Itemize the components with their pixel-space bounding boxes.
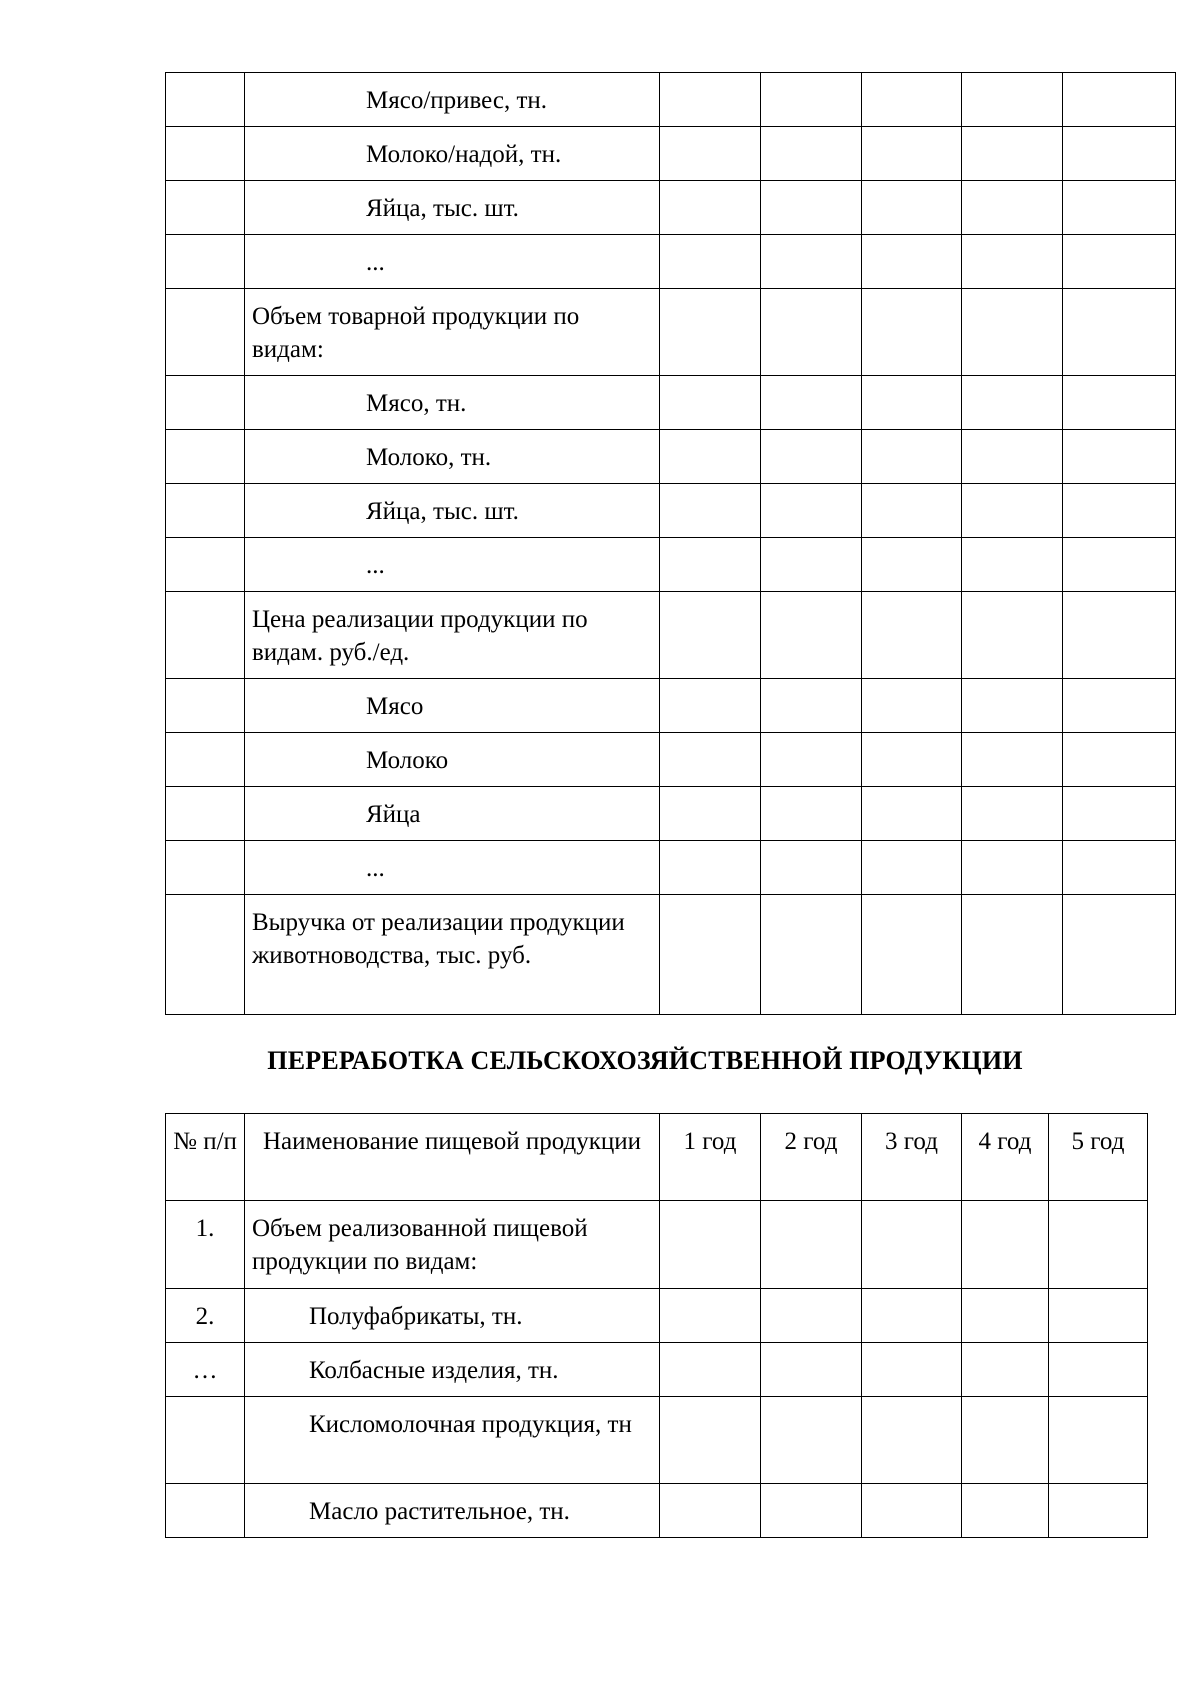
year-3-cell xyxy=(862,538,962,592)
table-row xyxy=(166,73,1176,127)
table-row xyxy=(166,1201,1148,1289)
year-1-cell xyxy=(660,73,761,127)
table-row xyxy=(166,1289,1148,1343)
row-label: Яйца xyxy=(245,787,660,841)
table-row xyxy=(166,1484,1148,1538)
section-title: ПЕРЕРАБОТКА СЕЛЬСКОХОЗЯЙСТВЕННОЙ ПРОДУКЦИИ xyxy=(267,1046,1023,1075)
year-3-cell xyxy=(862,73,962,127)
year-5-cell xyxy=(1063,538,1176,592)
year-4-cell xyxy=(962,73,1063,127)
year-4-cell xyxy=(962,538,1063,592)
year-1-cell xyxy=(660,679,761,733)
row-label: Мясо, тн. xyxy=(245,376,660,430)
row-number-cell xyxy=(166,484,245,538)
year-5-cell xyxy=(1063,430,1176,484)
table-row xyxy=(166,376,1176,430)
row-number-cell xyxy=(166,733,245,787)
table-row xyxy=(166,895,1176,1015)
year-5-cell xyxy=(1063,289,1176,376)
row-number-cell xyxy=(166,376,245,430)
year-2-cell xyxy=(761,1343,862,1397)
year-2-cell xyxy=(761,1201,862,1289)
year-2-cell xyxy=(761,1397,862,1484)
year-5-cell xyxy=(1063,484,1176,538)
year-2-cell xyxy=(761,841,862,895)
year-4-cell xyxy=(962,733,1063,787)
year-3-cell xyxy=(862,733,962,787)
year-3-cell xyxy=(862,235,962,289)
year-3-cell xyxy=(862,376,962,430)
table-row xyxy=(166,787,1176,841)
row-label: Выручка от реализации продукции животноводства, тыс. руб. xyxy=(245,895,660,1015)
year-5-cell xyxy=(1049,1289,1148,1343)
year-4-cell xyxy=(962,592,1063,679)
year-1-cell xyxy=(660,787,761,841)
row-label: Молоко/надой, тн. xyxy=(245,127,660,181)
year-4-cell xyxy=(962,484,1063,538)
row-label: Мясо/привес, тн. xyxy=(245,73,660,127)
year-2-cell xyxy=(761,127,862,181)
year-3-cell xyxy=(862,484,962,538)
year-2-cell xyxy=(761,289,862,376)
row-label: Масло растительное, тн. xyxy=(245,1484,660,1538)
header-number: № п/п xyxy=(166,1114,245,1201)
row-number-cell xyxy=(166,679,245,733)
year-2-cell xyxy=(761,538,862,592)
year-1-cell xyxy=(660,235,761,289)
year-5-cell xyxy=(1049,1201,1148,1289)
table-row xyxy=(166,484,1176,538)
year-3-cell xyxy=(862,1201,962,1289)
year-3-cell xyxy=(862,1289,962,1343)
table-row xyxy=(166,733,1176,787)
year-2-cell xyxy=(761,733,862,787)
table-row xyxy=(166,1343,1148,1397)
year-2-cell xyxy=(761,895,862,1015)
year-2-cell xyxy=(761,592,862,679)
year-5-cell xyxy=(1063,376,1176,430)
table-row xyxy=(166,289,1176,376)
year-4-cell xyxy=(962,895,1063,1015)
year-4-cell xyxy=(962,430,1063,484)
year-1-cell xyxy=(660,1397,761,1484)
table-row xyxy=(166,679,1176,733)
row-number-cell xyxy=(166,592,245,679)
row-label: Объем реализованной пищевой продукции по видам: xyxy=(245,1201,660,1289)
row-number-cell xyxy=(166,235,245,289)
year-2-cell xyxy=(761,73,862,127)
year-3-cell xyxy=(862,841,962,895)
year-4-cell xyxy=(962,841,1063,895)
row-number-cell xyxy=(166,127,245,181)
year-4-cell xyxy=(962,1397,1049,1484)
year-3-cell xyxy=(862,1343,962,1397)
row-label: Колбасные изделия, тн. xyxy=(245,1343,660,1397)
year-4-cell xyxy=(962,679,1063,733)
year-5-cell xyxy=(1063,841,1176,895)
year-4-cell xyxy=(962,787,1063,841)
year-1-cell xyxy=(660,841,761,895)
row-number xyxy=(166,1484,245,1538)
year-3-cell xyxy=(862,181,962,235)
year-1-cell xyxy=(660,538,761,592)
year-3-cell xyxy=(862,1397,962,1484)
year-3-cell xyxy=(862,1484,962,1538)
row-label: Молоко xyxy=(245,733,660,787)
year-4-cell xyxy=(962,127,1063,181)
row-label: ... xyxy=(245,235,660,289)
header-year-1: 1 год xyxy=(660,1114,761,1201)
row-label: Яйца, тыс. шт. xyxy=(245,181,660,235)
year-1-cell xyxy=(660,484,761,538)
row-number-cell xyxy=(166,538,245,592)
year-5-cell xyxy=(1063,679,1176,733)
row-label: Молоко, тн. xyxy=(245,430,660,484)
header-year-2: 2 год xyxy=(761,1114,862,1201)
row-label: ... xyxy=(245,538,660,592)
year-1-cell xyxy=(660,895,761,1015)
year-3-cell xyxy=(862,679,962,733)
year-2-cell xyxy=(761,1484,862,1538)
row-number-cell xyxy=(166,181,245,235)
header-year-4: 4 год xyxy=(962,1114,1049,1201)
row-number-cell xyxy=(166,430,245,484)
year-4-cell xyxy=(962,1343,1049,1397)
header-name: Наименование пищевой продукции xyxy=(245,1114,660,1201)
year-3-cell xyxy=(862,895,962,1015)
row-label: Кисломолочная продукция, тн xyxy=(245,1397,660,1484)
processing-table xyxy=(165,1113,1148,1538)
row-number-cell xyxy=(166,895,245,1015)
year-3-cell xyxy=(862,430,962,484)
row-label: ... xyxy=(245,841,660,895)
header-year-5: 5 год xyxy=(1049,1114,1148,1201)
year-5-cell xyxy=(1063,73,1176,127)
table-row xyxy=(166,1397,1148,1484)
year-5-cell xyxy=(1049,1484,1148,1538)
year-4-cell xyxy=(962,376,1063,430)
year-2-cell xyxy=(761,430,862,484)
year-4-cell xyxy=(962,235,1063,289)
year-5-cell xyxy=(1063,127,1176,181)
table-row xyxy=(166,127,1176,181)
year-4-cell xyxy=(962,181,1063,235)
year-5-cell xyxy=(1063,787,1176,841)
row-number-cell xyxy=(166,73,245,127)
row-number-cell xyxy=(166,841,245,895)
table-row xyxy=(166,538,1176,592)
year-5-cell xyxy=(1063,895,1176,1015)
year-5-cell xyxy=(1049,1343,1148,1397)
year-3-cell xyxy=(862,127,962,181)
year-1-cell xyxy=(660,127,761,181)
row-number: … xyxy=(166,1343,245,1397)
row-label: Объем товарной продукции по видам: xyxy=(245,289,660,376)
row-label: Цена реализации продукции по видам. руб./ед. xyxy=(245,592,660,679)
year-4-cell xyxy=(962,289,1063,376)
year-5-cell xyxy=(1063,181,1176,235)
row-label: Полуфабрикаты, тн. xyxy=(245,1289,660,1343)
row-number-cell xyxy=(166,289,245,376)
table-row xyxy=(166,181,1176,235)
table-row xyxy=(166,235,1176,289)
year-3-cell xyxy=(862,592,962,679)
year-2-cell xyxy=(761,1289,862,1343)
year-1-cell xyxy=(660,376,761,430)
row-label: Яйца, тыс. шт. xyxy=(245,484,660,538)
year-5-cell xyxy=(1063,235,1176,289)
year-1-cell xyxy=(660,733,761,787)
year-5-cell xyxy=(1049,1397,1148,1484)
year-5-cell xyxy=(1063,592,1176,679)
table-row xyxy=(166,841,1176,895)
year-1-cell xyxy=(660,289,761,376)
header-year-3: 3 год xyxy=(862,1114,962,1201)
year-2-cell xyxy=(761,679,862,733)
row-label: Мясо xyxy=(245,679,660,733)
year-1-cell xyxy=(660,1343,761,1397)
table-row xyxy=(166,430,1176,484)
year-4-cell xyxy=(962,1484,1049,1538)
year-1-cell xyxy=(660,430,761,484)
year-1-cell xyxy=(660,1484,761,1538)
row-number: 2. xyxy=(166,1289,245,1343)
livestock-table xyxy=(165,72,1176,1015)
year-1-cell xyxy=(660,181,761,235)
year-4-cell xyxy=(962,1201,1049,1289)
row-number xyxy=(166,1397,245,1484)
year-2-cell xyxy=(761,235,862,289)
year-1-cell xyxy=(660,1289,761,1343)
year-4-cell xyxy=(962,1289,1049,1343)
year-2-cell xyxy=(761,181,862,235)
year-1-cell xyxy=(660,592,761,679)
header-row xyxy=(166,1114,1148,1201)
year-3-cell xyxy=(862,289,962,376)
year-1-cell xyxy=(660,1201,761,1289)
row-number-cell xyxy=(166,787,245,841)
year-2-cell xyxy=(761,484,862,538)
year-2-cell xyxy=(761,787,862,841)
row-number: 1. xyxy=(166,1201,245,1289)
year-3-cell xyxy=(862,787,962,841)
year-5-cell xyxy=(1063,733,1176,787)
table-row xyxy=(166,592,1176,679)
year-2-cell xyxy=(761,376,862,430)
